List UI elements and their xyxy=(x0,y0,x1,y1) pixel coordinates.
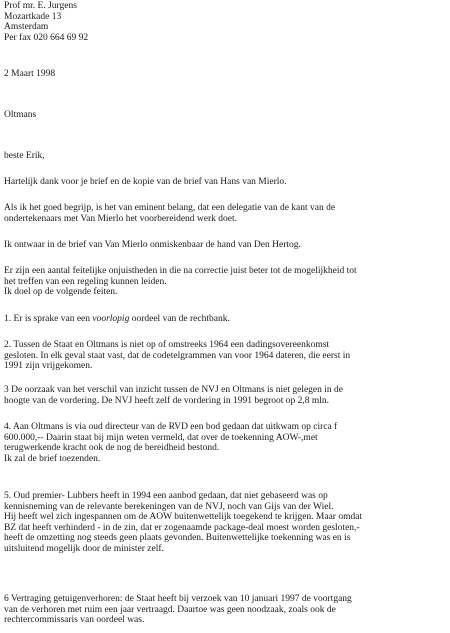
paragraph-line: gesloten. In elk geval staat vast, dat de codetelgrammen van voor 1964 dateren, die eerst in xyxy=(4,350,351,361)
paragraph-line: Als ik het goed begrijp, is het van eminent belang, dat een delegatie van de kant van de xyxy=(4,203,336,213)
paragraph-line: 1991 zijn vrijgekomen. xyxy=(4,361,93,371)
paragraph-7 xyxy=(4,385,343,406)
paragraph-3 xyxy=(4,240,301,251)
paragraph-5 xyxy=(4,314,230,325)
paragraph-line: BZ dat heeft verhinderd - in de zin, dat er zogenaamde package-deal moest worden gesloten,- xyxy=(4,522,360,533)
sender-name: Prof mr. E. Jurgens xyxy=(4,1,77,11)
paragraph-line: uitsluitend mogelijk door de minister zelf. xyxy=(4,543,164,554)
paragraph-line: Ik zal de brief toezenden. xyxy=(4,453,101,464)
paragraph-line: Ik doel op de volgende feiten. xyxy=(4,287,118,297)
paragraph-line xyxy=(4,314,230,325)
paragraph-6 xyxy=(4,340,350,372)
paragraph-line: 600.000,-- Daarin staat bij mijn weten vermeld, dat over de toekenning AOW-,met xyxy=(4,432,318,443)
date-text: 2 Maart 1998 xyxy=(4,69,56,79)
paragraph-line: Ik ontwaar in de brief van Van Mierlo onmiskenbaar de hand van Den Hertog. xyxy=(4,240,301,250)
paragraph-8 xyxy=(4,422,337,464)
recipient xyxy=(4,110,36,121)
sender-city: Amsterdam xyxy=(4,22,49,32)
paragraph-line: Hartelijk dank voor je brief en de kopie van de brief van Hans van Mierlo. xyxy=(4,177,287,187)
paragraph-10 xyxy=(4,594,352,626)
paragraph-line: 4. Aan Oltmans is via oud directeur van de RVD een bod gedaan dat uitkwam op circa f xyxy=(4,422,338,432)
recipient-name: Oltmans xyxy=(4,110,37,120)
paragraph-line: van de verhoren met ruim een jaar vertraagd. Daartoe was geen noodzaak, zoals ook de xyxy=(4,604,336,615)
paragraph-1 xyxy=(4,177,287,188)
sender-fax: Per fax 020 664 69 92 xyxy=(4,32,89,43)
paragraph-line: 5. Oud premier- Lubbers heeft in 1994 een aanbod gedaan, dat niet gebaseerd was op xyxy=(4,491,328,501)
paragraph-line: het treffen van een regeling kunnen leiden. xyxy=(4,276,167,287)
sender-street: Mozartkade 13 xyxy=(4,11,62,22)
paragraph-line: hoogte van de vordering. De NVJ heeft zelf de vordering in 1991 begroot op 2,8 mln. xyxy=(4,395,330,406)
salutation-text: beste Erik, xyxy=(4,151,45,161)
paragraph-4 xyxy=(4,266,357,298)
paragraph-line: terugwerkende kracht ook de nog de bereidheid bestond. xyxy=(4,443,220,453)
emphasis-text: voorlopig xyxy=(92,314,130,324)
salutation xyxy=(4,151,45,162)
paragraph-text: oordeel van de rechtbank. xyxy=(129,314,230,324)
paragraph-line: ondertekenaars met Van Mierlo het voorbereidend werk doet. xyxy=(4,213,238,224)
paragraph-line: Er zijn een aantal feitelijke onjuistheden in die na correctie juist beter tot de mogelijkheid tot xyxy=(4,266,357,276)
paragraph-text: 1. Er is sprake van een xyxy=(4,314,93,324)
paragraph-line: 2. Tussen de Staat en Oltmans is niet op of omstreeks 1964 een dadingsovereenkomst xyxy=(4,340,330,350)
paragraph-line: 3 De oorzaak van het verschil van inzicht tussen de NVJ en Oltmans is niet gelegen in de xyxy=(4,385,343,395)
paragraph-line: 6 Vertraging getuigenverhoren: de Staat heeft bij verzoek van 10 januari 1997 de voortgang xyxy=(4,594,352,604)
paragraph-line: kennisneming van de relevante berekeningen van de NVJ, noch van Gijs van der Wiel. xyxy=(4,501,334,512)
paragraph-line: Hij heeft wel zich ingespannen om de AOW buitenwettelijk toegekend te krijgen. Maar omdat xyxy=(4,512,363,522)
paragraph-line: rechtercommissaris van oordeel was. xyxy=(4,615,145,625)
paragraph-line: heeft de omzetting nog steeds geen plaats gevonden. Buitenwettelijke toekenning was en is xyxy=(4,533,351,543)
paragraph-2 xyxy=(4,203,335,224)
sender-address xyxy=(4,1,88,43)
paragraph-9 xyxy=(4,491,362,554)
letter-date xyxy=(4,69,55,80)
